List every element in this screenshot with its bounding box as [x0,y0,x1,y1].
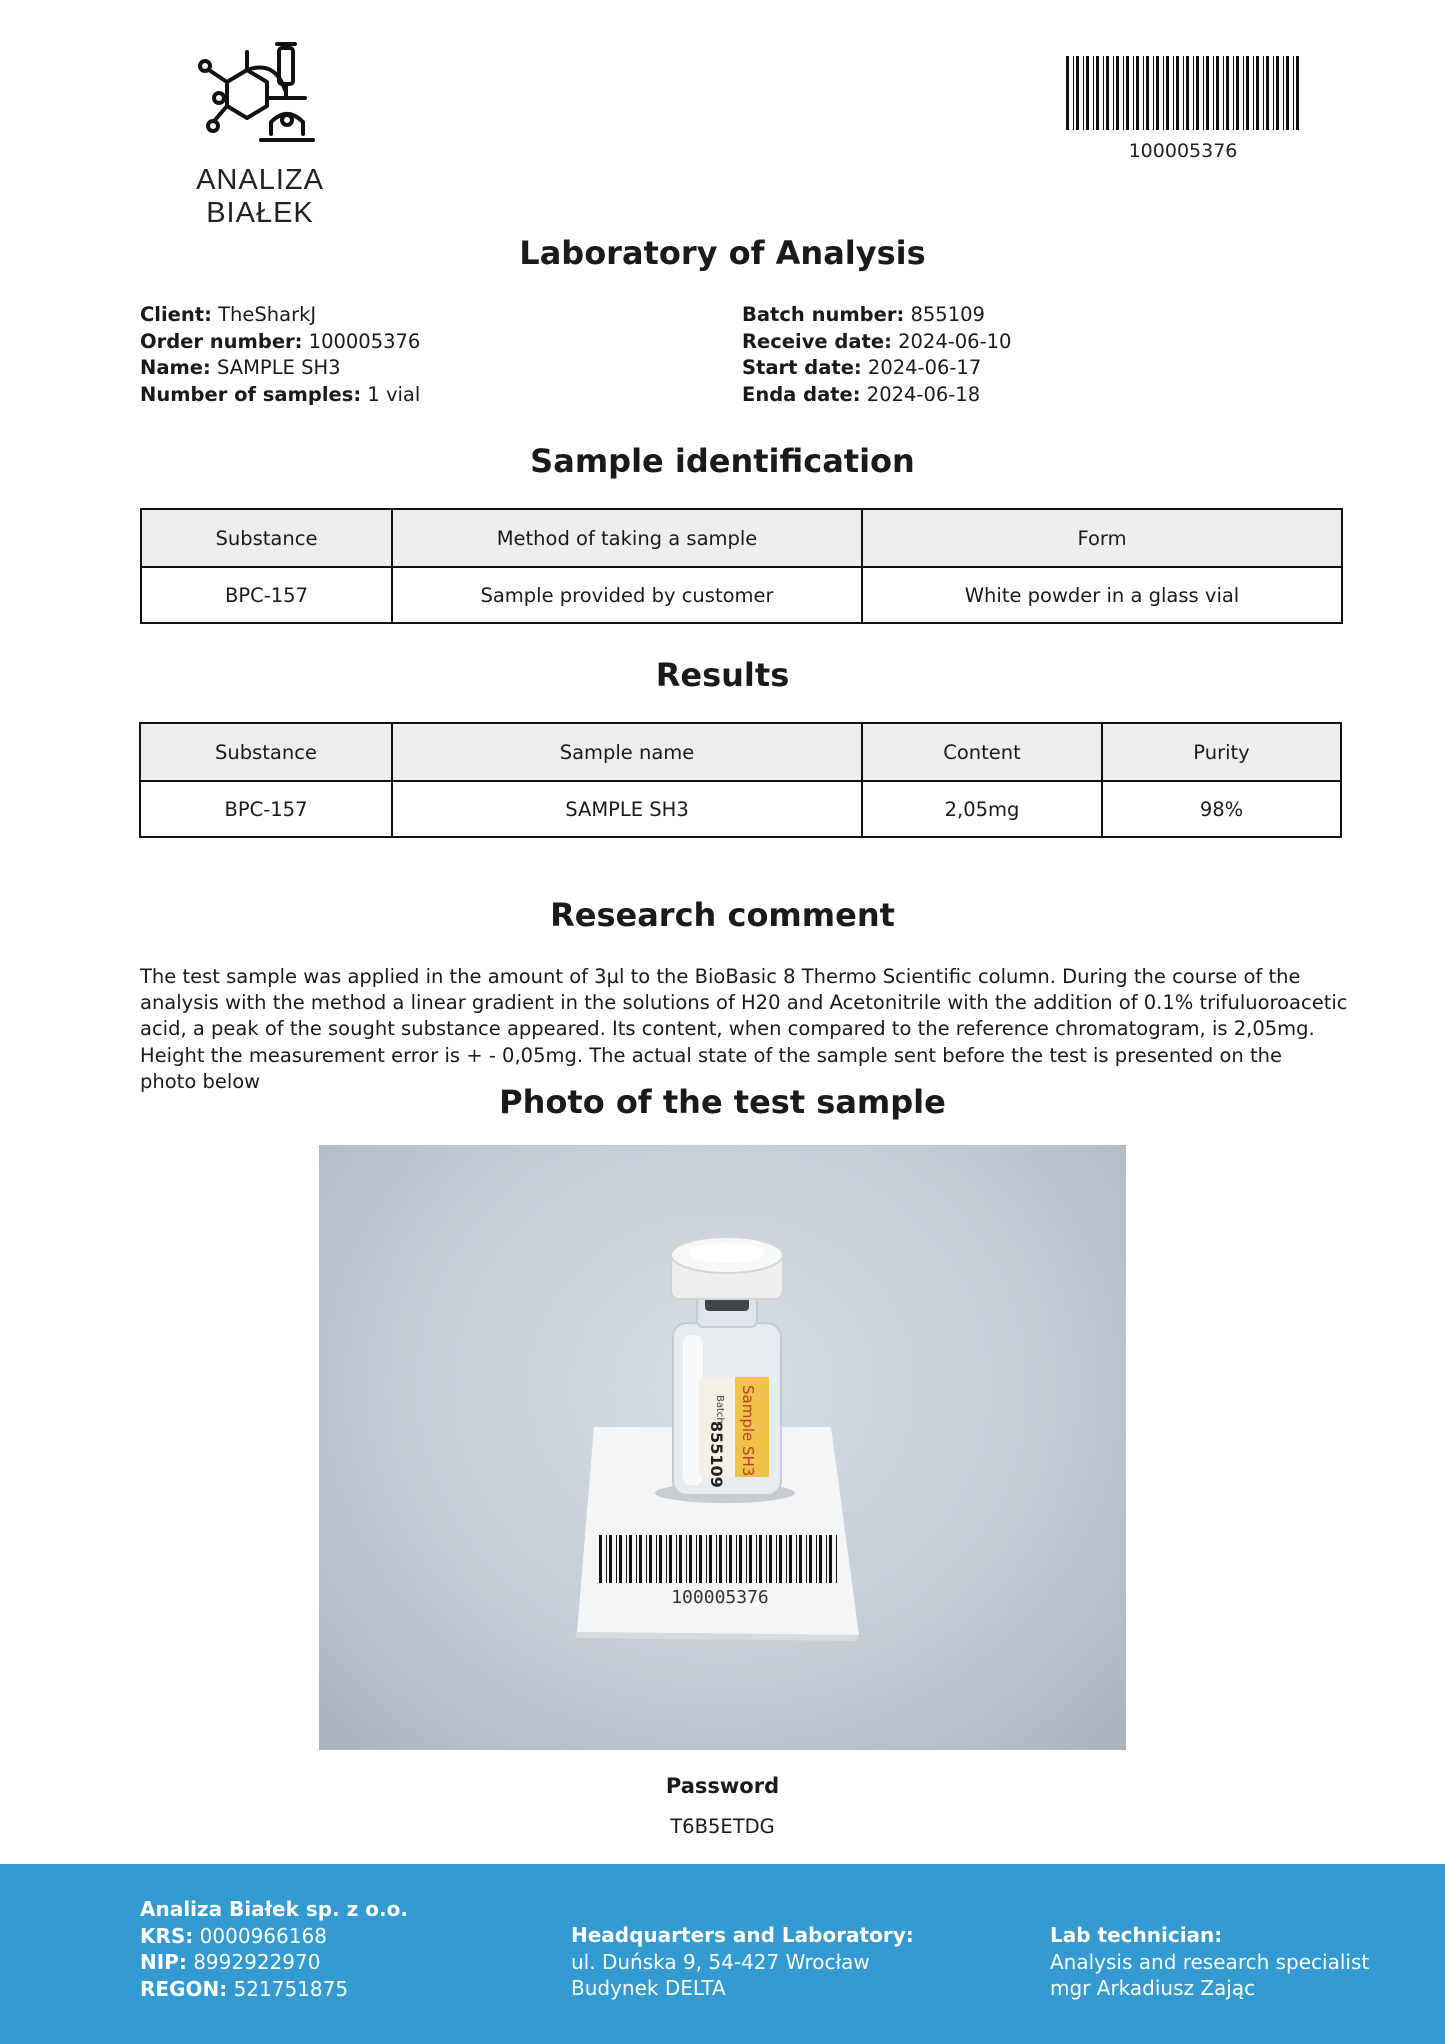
column-header: Substance [141,509,392,567]
info-row-receive-date: Receive date: 2024-06-10 [742,329,1012,353]
sample-identification-table [140,508,1343,624]
table-cell: 98% [1102,781,1341,837]
company-name: Analiza Białek sp. z o.o. [140,1897,408,1921]
column-header: Method of taking a sample [392,509,862,567]
research-comment-text [140,964,1370,1095]
barcode-icon [1066,56,1300,130]
sample-identification-heading: Sample identification [530,442,915,480]
vial-photo-illustration [319,1145,1126,1750]
hq-line: Budynek DELTA [571,1976,726,2000]
column-header: Purity [1102,723,1341,781]
comment-line: Height the measurement error is + - 0,05mg. The actual state of the sample sent before the test is presented on the [140,1043,1282,1067]
tech-line: mgr Arkadiusz Zając [1050,1976,1256,2000]
research-comment-heading: Research comment [550,896,895,934]
table-header-row [141,509,1342,567]
info-row-start-date: Start date: 2024-06-17 [742,356,982,379]
footer-company [140,1896,408,2002]
table-cell: White powder in a glass vial [862,567,1342,623]
table-row [141,567,1342,623]
info-row-order-number: Order number: 100005376 [140,329,421,353]
table-header-row [140,723,1341,781]
footer [0,1864,1445,2044]
table-cell: BPC-157 [140,781,392,837]
page-title: Laboratory of Analysis [519,234,926,272]
table-row [140,781,1341,837]
card-barcode-number: 100005376 [671,1587,769,1608]
krs-row: KRS: 0000966168 [140,1923,327,1948]
company-logo [140,40,380,229]
table-cell: SAMPLE SH3 [392,781,862,837]
comment-line: photo below [140,1069,261,1093]
comment-line: acid, a peak of the sought substance appeared. Its content, when compared to the reference chromatogram, is 2,05mg. [140,1017,1315,1041]
info-row-client: Client: TheSharkJ [140,303,317,326]
vial-label-name: Sample SH3 [739,1385,757,1477]
results-table [139,722,1342,838]
regon-row: REGON: 521751875 [140,1976,349,2001]
photo-heading: Photo of the test sample [499,1083,946,1121]
barcode-number: 100005376 [1128,140,1238,162]
hq-line: ul. Duńska 9, 54-427 Wrocław [571,1949,870,1974]
tech-label: Lab technician: [1050,1923,1223,1947]
tech-line: Analysis and research specialist [1050,1949,1370,1974]
footer-lab-technician [1050,1922,1369,2002]
nip-row: NIP: 8992922970 [140,1950,321,1974]
table-cell: BPC-157 [141,567,392,623]
password-label: Password [665,1774,780,1798]
column-header: Sample name [392,723,862,781]
info-row-end-date: Enda date: 2024-06-18 [742,382,981,406]
column-header: Form [862,509,1342,567]
comment-line: analysis with the method a linear gradient in the solutions of H20 and Acetonitrile with the addition of 0.1% trifuluoroacetic [140,991,1348,1015]
sample-photo [319,1145,1126,1750]
molecule-microscope-icon [195,40,325,150]
table-cell: 2,05mg [862,781,1102,837]
comment-line: The test sample was applied in the amount of 3µl to the BioBasic 8 Thermo Scientific column. During the course of the [140,965,1301,988]
column-header: Substance [140,723,392,781]
results-heading: Results [655,656,790,694]
info-right [742,302,1011,408]
vial-label-number: 855109 [707,1421,726,1488]
footer-headquarters [571,1922,914,2002]
column-header: Content [862,723,1102,781]
table-cell: Sample provided by customer [392,567,862,623]
password-value: T6B5ETDG [670,1815,775,1838]
info-left [140,302,420,408]
info-row-name: Name: SAMPLE SH3 [140,356,341,379]
logo-text: ANALIZA BIAŁEK [196,164,324,229]
info-row-batch-number: Batch number: 855109 [742,303,985,326]
info-row-number-of-samples: Number of samples: 1 vial [140,382,421,406]
hq-label: Headquarters and Laboratory: [571,1923,914,1947]
vial-label-batch: Batch [714,1395,725,1424]
